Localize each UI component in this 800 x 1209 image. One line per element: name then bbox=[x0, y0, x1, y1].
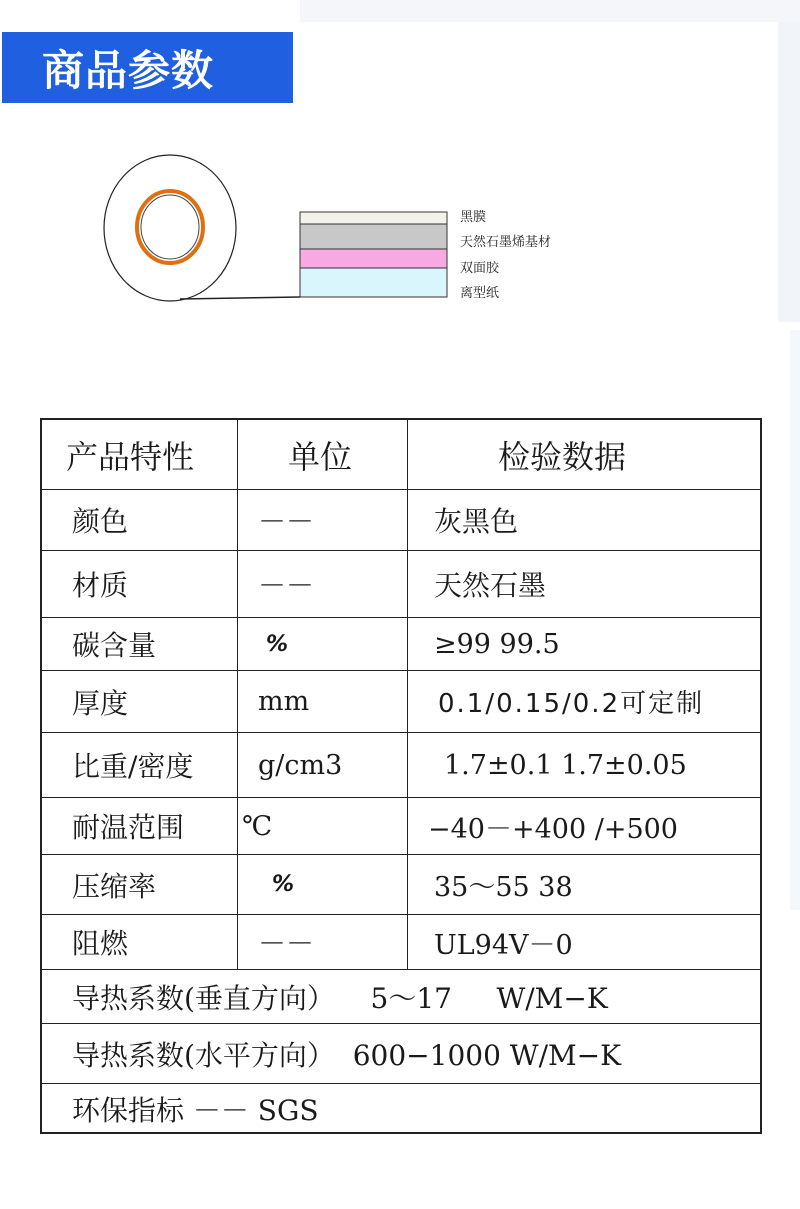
row-property: 比重/密度 bbox=[42, 733, 238, 797]
row-value: 天然石墨 bbox=[434, 569, 547, 602]
tape-strip bbox=[180, 297, 300, 299]
tape-roll-illustration bbox=[0, 140, 800, 320]
table-row bbox=[42, 671, 760, 733]
table-row bbox=[42, 855, 760, 915]
row-value: 0.1/0.15/0.2可定制 bbox=[438, 689, 705, 719]
row-unit: % bbox=[238, 855, 408, 914]
row-unit: g/cm3 bbox=[238, 733, 408, 797]
roll-outer bbox=[104, 155, 236, 301]
row-property: 厚度 bbox=[42, 671, 238, 732]
row-value: 灰黑色 bbox=[434, 505, 519, 538]
row-property: 耐温范围 bbox=[42, 798, 238, 854]
row-value: ≥99 99.5 bbox=[434, 628, 560, 660]
row-property: 颜色 bbox=[42, 490, 238, 550]
table-row-full-width bbox=[42, 1084, 760, 1134]
layer-release-paper bbox=[300, 268, 447, 297]
layer-label-black-film: 黑膜 bbox=[460, 210, 487, 225]
header-value: 检验数据 bbox=[498, 437, 627, 476]
header-property: 产品特性 bbox=[42, 420, 238, 489]
table-row bbox=[42, 798, 760, 855]
table-row-full-width bbox=[42, 970, 760, 1024]
layer-double-sided-tape bbox=[300, 249, 447, 268]
table-row bbox=[42, 733, 760, 798]
table-row bbox=[42, 551, 760, 618]
layer-graphite bbox=[300, 224, 447, 249]
row-value: −40－+400 /+500 bbox=[428, 813, 678, 845]
layer-label-release-paper: 离型纸 bbox=[460, 286, 500, 301]
spec-table bbox=[40, 418, 762, 1134]
layer-label-graphite: 天然石墨烯基材 bbox=[460, 235, 552, 250]
row-unit: % bbox=[238, 618, 408, 670]
thermal-conductivity-vertical: 导热系数(垂直方向） 5～17 W/M−K bbox=[72, 981, 608, 1015]
section-title-banner bbox=[2, 32, 293, 103]
table-header-row bbox=[42, 420, 760, 490]
top-background-strip bbox=[300, 0, 800, 22]
environmental-indicator: 环保指标 －－ SGS bbox=[72, 1094, 319, 1127]
row-value: 35～55 38 bbox=[434, 872, 573, 903]
row-unit: －－ bbox=[238, 490, 408, 550]
layer-black-film bbox=[300, 212, 447, 224]
row-unit: －－ bbox=[238, 915, 408, 969]
layer-label-double-sided-tape: 双面胶 bbox=[460, 261, 500, 276]
row-unit: －－ bbox=[238, 551, 408, 617]
right-background-strip-lower bbox=[790, 330, 800, 910]
header-unit: 单位 bbox=[238, 420, 408, 489]
table-row bbox=[42, 618, 760, 671]
row-value: 1.7±0.1 1.7±0.05 bbox=[444, 749, 687, 781]
tape-structure-diagram bbox=[0, 140, 800, 320]
row-property: 阻燃 bbox=[42, 915, 238, 969]
row-unit: ℃ bbox=[238, 798, 408, 854]
thermal-conductivity-horizontal: 导热系数(水平方向） 600−1000 W/M−K bbox=[72, 1038, 622, 1072]
row-property: 压缩率 bbox=[42, 855, 238, 914]
row-property: 碳含量 bbox=[42, 618, 238, 670]
row-unit: mm bbox=[238, 671, 408, 732]
section-title: 商品参数 bbox=[42, 45, 215, 95]
table-row bbox=[42, 490, 760, 551]
row-value: UL94V－0 bbox=[434, 929, 573, 961]
table-row bbox=[42, 915, 760, 970]
table-row-full-width bbox=[42, 1024, 760, 1084]
row-property: 材质 bbox=[42, 551, 238, 617]
